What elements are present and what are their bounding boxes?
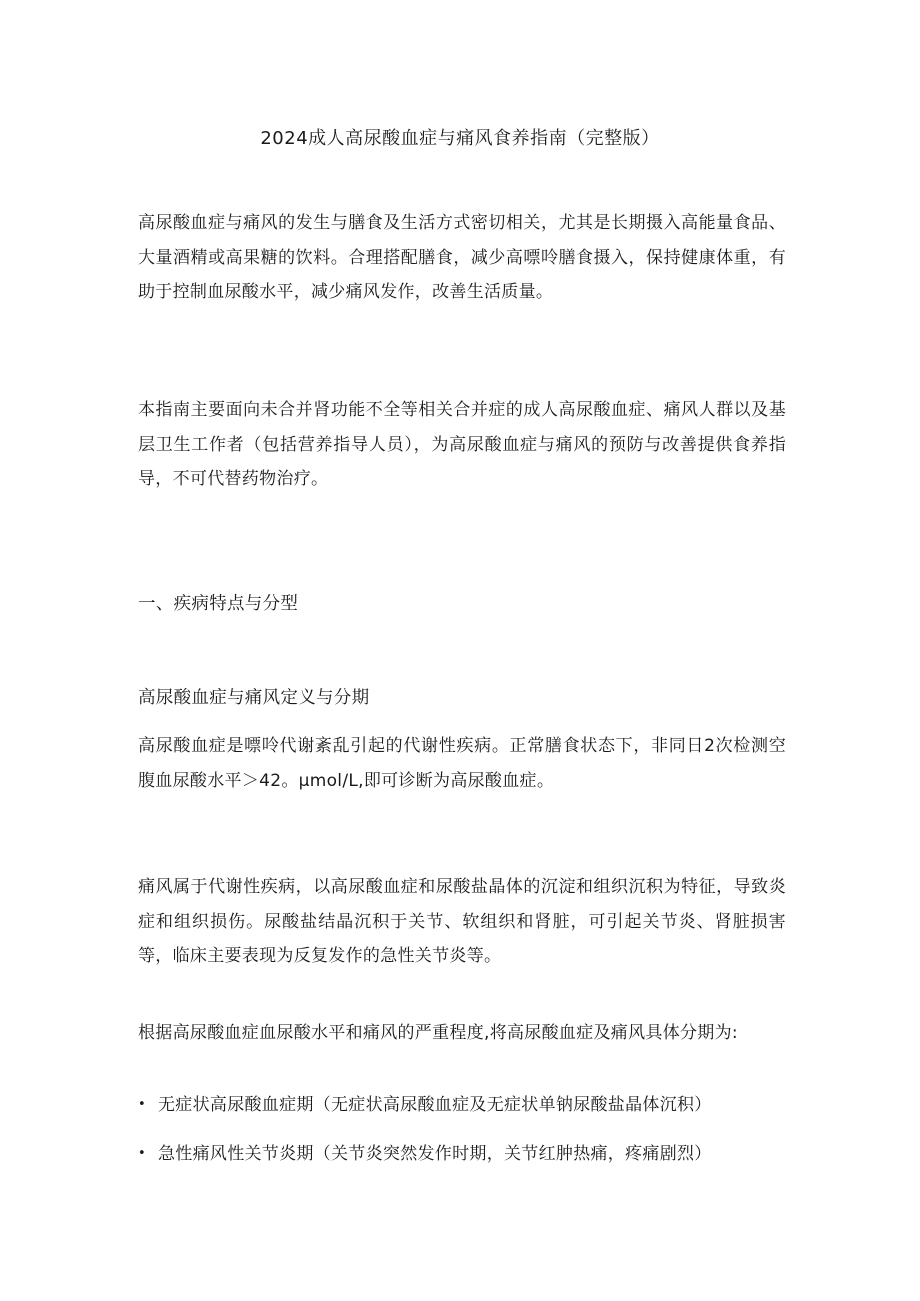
list-item-text: 急性痛风性关节炎期（关节炎突然发作时期，关节红肿热痛，疼痛剧烈） (158, 1144, 712, 1164)
document-title: 2024成人高尿酸血症与痛风食养指南（完整版） (260, 128, 660, 149)
section-heading: 一、疾病特点与分型 (138, 594, 299, 614)
list-item (138, 1141, 788, 1167)
subsection-heading: 高尿酸血症与痛风定义与分期 (138, 688, 370, 708)
list-item-text: 无症状高尿酸血症期（无症状高尿酸血症及无症状单钠尿酸盐晶体沉积） (158, 1095, 712, 1115)
intro-paragraph-2: 本指南主要面向未合并肾功能不全等相关合并症的成人高尿酸血症、痛风人群以及基层卫生工作者（包括营养指导人员），为高尿酸血症与痛风的预防与改善提供食养指导，不可代替药物治疗。 (138, 400, 786, 489)
definition-paragraph: 高尿酸血症是嘌呤代谢紊乱引起的代谢性疾病。正常膳食状态下，非同日2次检测空腹血尿酸水平＞42。μmol∕L,即可诊断为高尿酸血症。 (138, 736, 786, 791)
staging-intro-paragraph: 根据高尿酸血症血尿酸水平和痛风的严重程度,将高尿酸血症及痛风具体分期为: (138, 1023, 738, 1043)
list-item (138, 1092, 788, 1118)
gout-paragraph: 痛风属于代谢性疾病，以高尿酸血症和尿酸盐晶体的沉淀和组织沉积为特征，导致炎症和组织损伤。尿酸盐结晶沉积于关节、软组织和肾脏，可引起关节炎、肾脏损害等，临床主要表现为反复发作的急性关节炎等。 (138, 877, 786, 966)
intro-paragraph-1: 高尿酸血症与痛风的发生与膳食及生活方式密切相关，尤其是长期摄入高能量食品、大量酒精或高果糖的饮料。合理搭配膳食，减少高嘌呤膳食摄入，保持健康体重，有助于控制血尿酸水平，减少痛风发作，改善生活质量。 (138, 213, 786, 302)
bullet-icon: • (138, 1097, 146, 1112)
bullet-icon: • (138, 1146, 146, 1161)
